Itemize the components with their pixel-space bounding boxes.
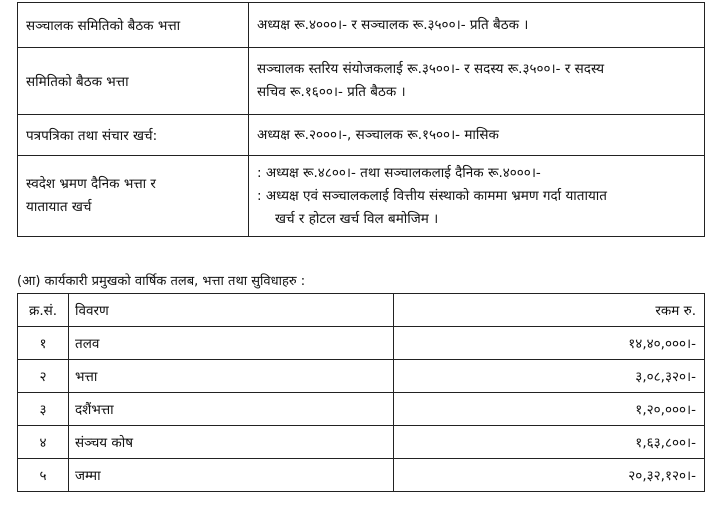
row-description: तलव	[69, 327, 394, 360]
row-amount: २०,३२,१२०।-	[394, 459, 705, 492]
allowance-label: सञ्चालक समितिको बैठक भत्ता	[18, 3, 249, 48]
row-amount: ३,०८,३२०।-	[394, 360, 705, 393]
header-sn: क्र.सं.	[18, 294, 69, 327]
allowance-value	[249, 115, 705, 156]
allowance-value	[249, 48, 705, 115]
allowance-row	[18, 3, 705, 48]
allowance-label-text: स्वदेश भ्रमण दैनिक भत्ता र यातायात खर्च	[26, 176, 156, 215]
row-amount: १,२०,०००।-	[394, 393, 705, 426]
allowance-table	[17, 2, 705, 237]
row-description: दशैंभत्ता	[69, 393, 394, 426]
row-sn: १	[18, 327, 69, 360]
allowance-line: : अध्यक्ष रू.४८००।- तथा सञ्चालकलाई दैनिक रू.४०००।-	[257, 164, 541, 181]
table-row	[18, 360, 705, 393]
table-row-total	[18, 459, 705, 492]
row-amount: १,६३,८००।-	[394, 426, 705, 459]
table-row	[18, 327, 705, 360]
allowance-line: अध्यक्ष रू.२०००।-, सञ्चालक रू.१५००।- मासिक	[257, 126, 499, 143]
table-row	[18, 426, 705, 459]
row-sn: ४	[18, 426, 69, 459]
allowance-line: खर्च र होटल खर्च विल बमोजिम ।	[275, 210, 439, 227]
salary-table	[17, 293, 705, 492]
allowance-value	[249, 156, 705, 237]
allowance-row	[18, 48, 705, 115]
row-description: भत्ता	[69, 360, 394, 393]
allowance-line: अध्यक्ष रू.४०००।- र सञ्चालक रू.३५००।- प्रति बैठक ।	[257, 16, 529, 33]
allowance-row	[18, 115, 705, 156]
row-description: जम्मा	[69, 459, 394, 492]
allowance-row	[18, 156, 705, 237]
table-header-row	[18, 294, 705, 327]
row-amount: १४,४०,०००।-	[394, 327, 705, 360]
row-sn: ३	[18, 393, 69, 426]
allowance-line: सञ्चालक स्तरिय संयोजकलाई रू.३५००।- र सदस्य रू.३५००।- र सदस्य	[257, 61, 605, 77]
allowance-label	[18, 156, 249, 237]
row-description: संञ्चय कोष	[69, 426, 394, 459]
row-sn: ५	[18, 459, 69, 492]
section-title: (आ) कार्यकारी प्रमुखको वार्षिक तलब, भत्ता तथा सुविधाहरु :	[17, 274, 306, 289]
allowance-label: समितिको बैठक भत्ता	[18, 48, 249, 115]
allowance-label: पत्रपत्रिका तथा संचार खर्च:	[18, 115, 249, 156]
allowance-value	[249, 3, 705, 48]
allowance-line: सचिव रू.१६००।- प्रति बैठक ।	[257, 84, 406, 100]
header-description: विवरण	[69, 294, 394, 327]
header-amount: रकम रु.	[394, 294, 705, 327]
row-sn: २	[18, 360, 69, 393]
allowance-line: : अध्यक्ष एवं सञ्चालकलाई वित्तीय संस्थाको काममा भ्रमण गर्दा यातायात	[257, 187, 607, 204]
table-row	[18, 393, 705, 426]
